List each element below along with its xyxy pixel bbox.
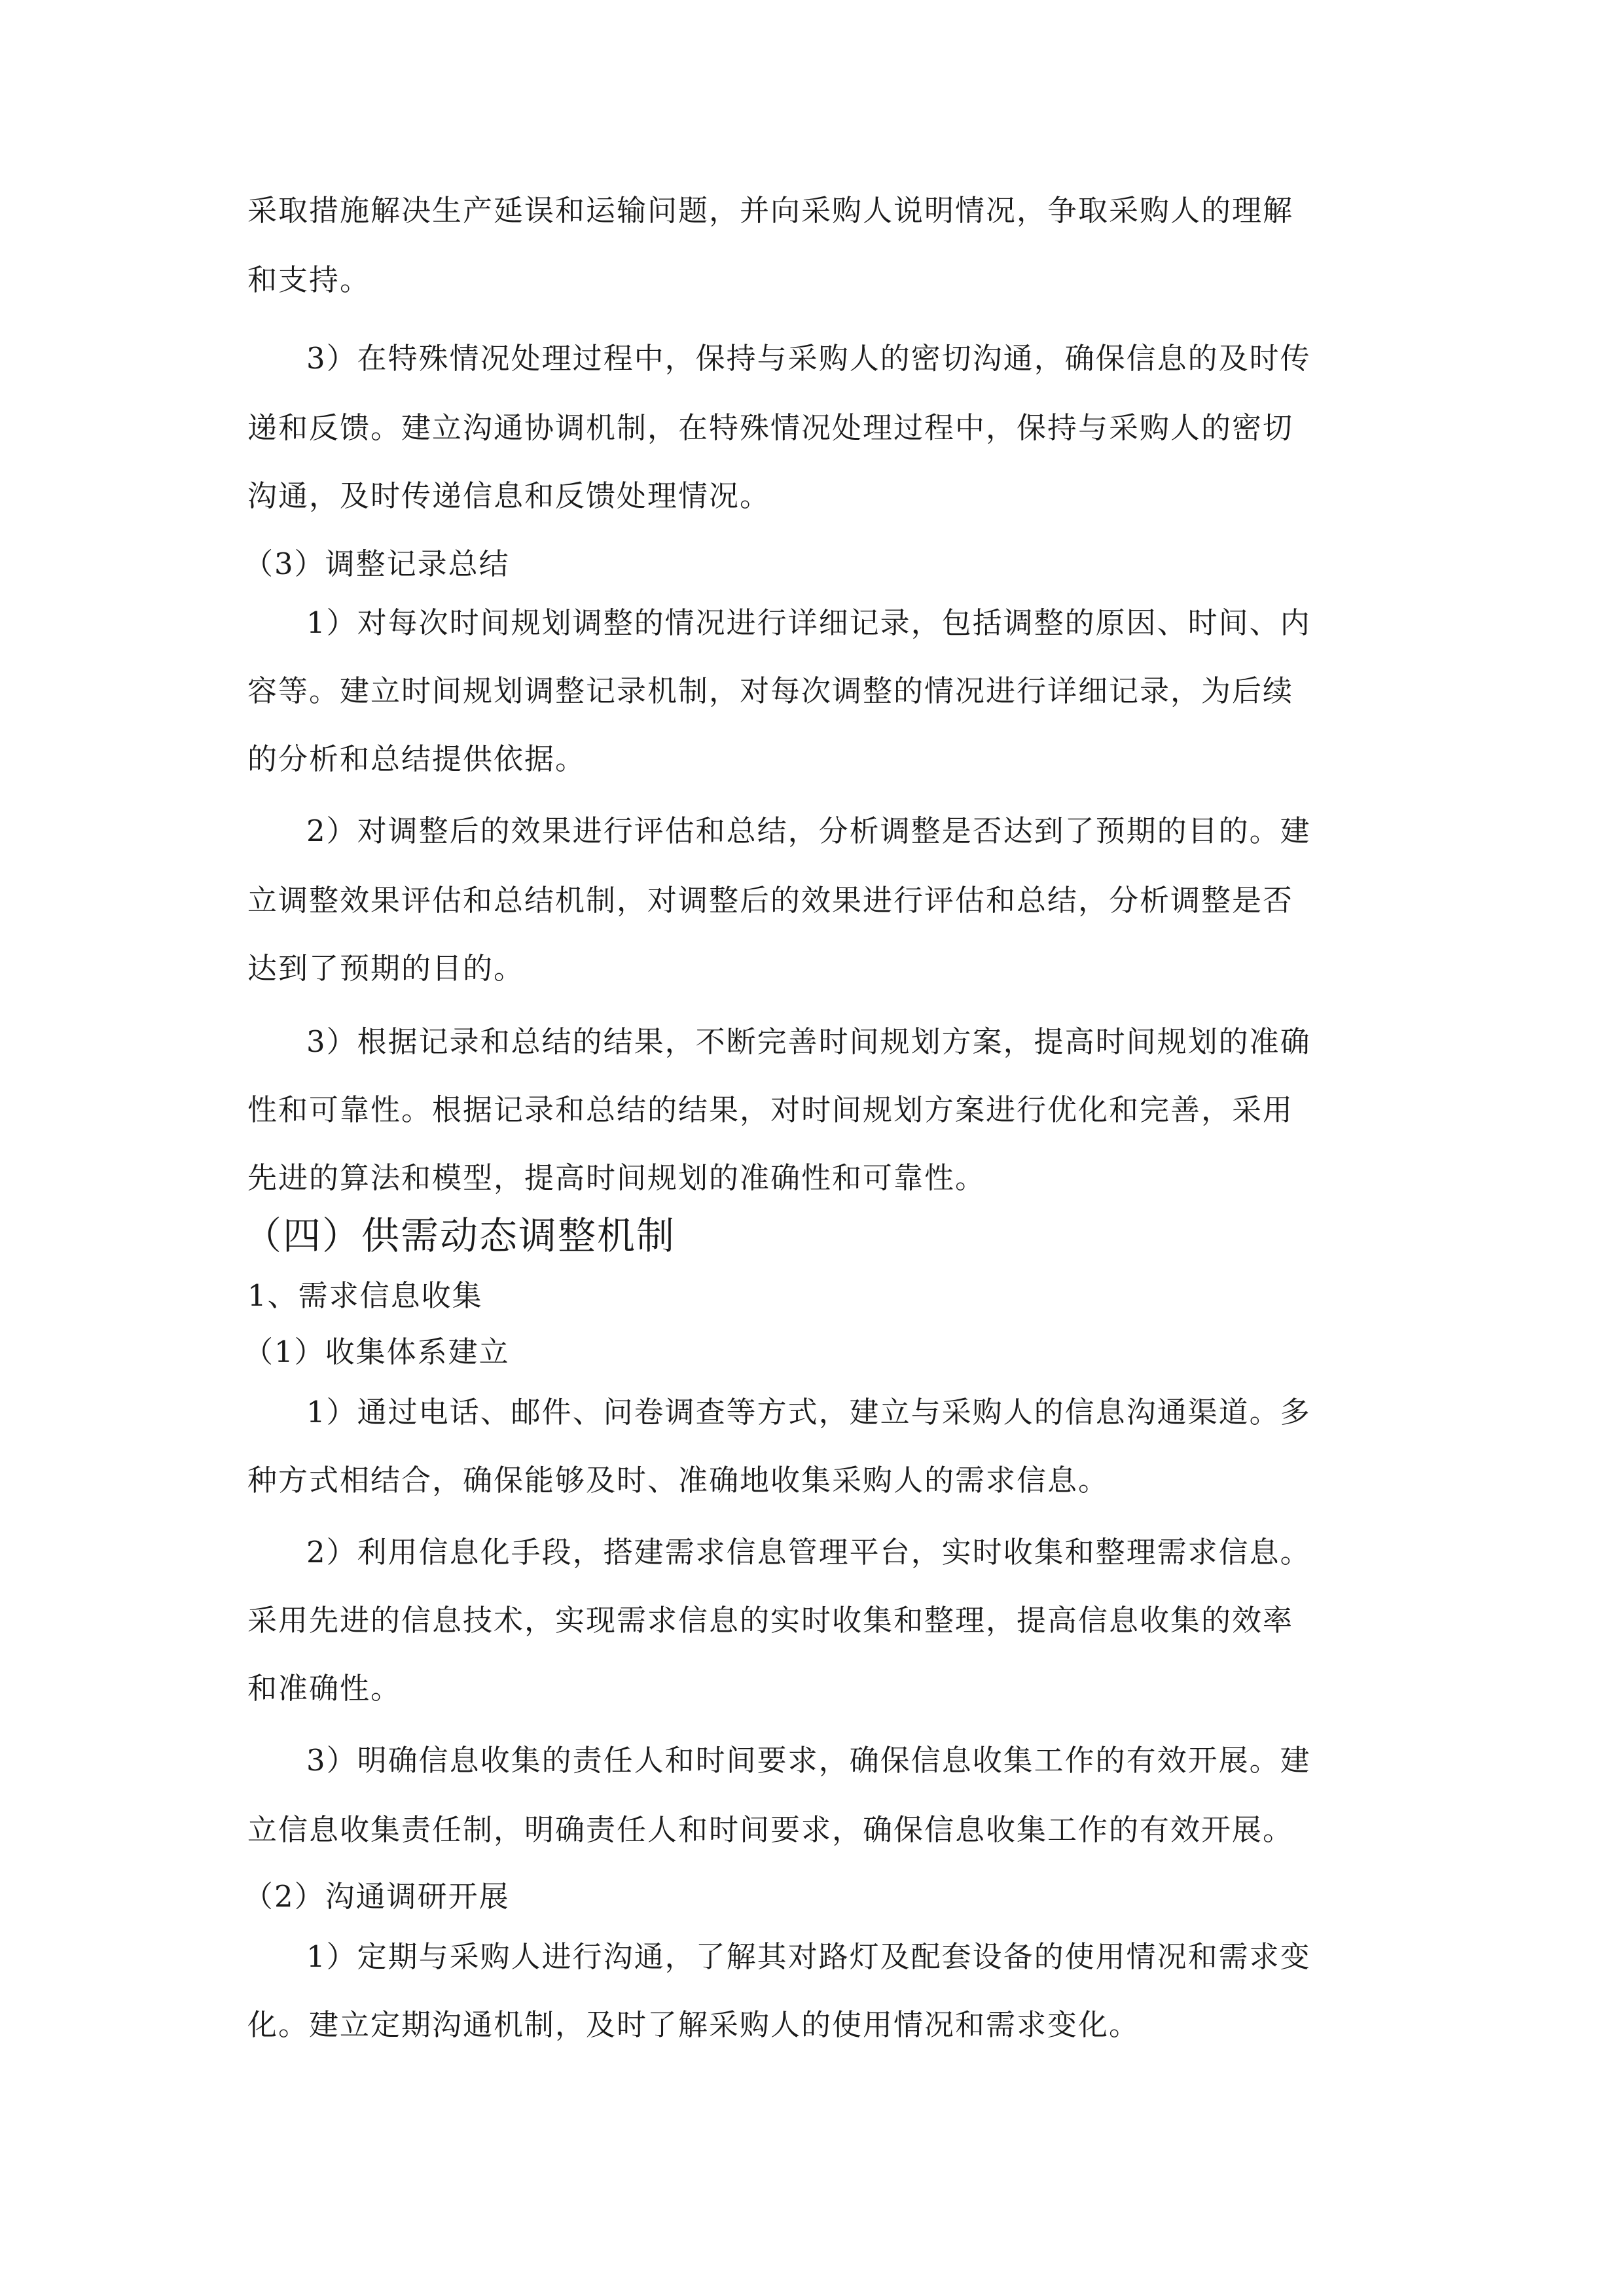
- paragraph-line: 2）对调整后的效果进行评估和总结，分析调整是否达到了预期的目的。建: [306, 814, 1311, 848]
- paragraph-line: 2）利用信息化手段，搭建需求信息管理平台，实时收集和整理需求信息。: [306, 1535, 1311, 1570]
- paragraph-line: 递和反馈。建立沟通协调机制，在特殊情况处理过程中，保持与采购人的密切: [247, 410, 1294, 445]
- paragraph-line: 1）对每次时间规划调整的情况进行详细记录，包括调整的原因、时间、内: [306, 605, 1311, 640]
- paragraph-line: 和支持。: [247, 262, 371, 297]
- paragraph-line: 3）在特殊情况处理过程中，保持与采购人的密切沟通，确保信息的及时传: [306, 341, 1311, 376]
- paragraph-line: 沟通，及时传递信息和反馈处理情况。: [247, 478, 771, 513]
- paragraph-line: 的分析和总结提供依据。: [247, 742, 586, 776]
- paragraph-line: 立信息收集责任制，明确责任人和时间要求，确保信息收集工作的有效开展。: [247, 1812, 1294, 1847]
- paragraph-line: 1）定期与采购人进行沟通，了解其对路灯及配套设备的使用情况和需求变: [306, 1939, 1311, 1974]
- paragraph-line: 达到了预期的目的。: [247, 951, 525, 986]
- subsection-title: （3）调整记录总结: [244, 547, 510, 581]
- section-heading: （四）供需动态调整机制: [244, 1213, 676, 1258]
- paragraph-line: 性和可靠性。根据记录和总结的结果，对时间规划方案进行优化和完善，采用: [247, 1092, 1294, 1127]
- paragraph-line: 和准确性。: [247, 1671, 402, 1706]
- paragraph-line: 先进的算法和模型，提高时间规划的准确性和可靠性。: [247, 1160, 986, 1195]
- paragraph-line: 采用先进的信息技术，实现需求信息的实时收集和整理，提高信息收集的效率: [247, 1603, 1294, 1638]
- paragraph-line: 3）明确信息收集的责任人和时间要求，确保信息收集工作的有效开展。建: [306, 1743, 1311, 1778]
- paragraph-line: 采取措施解决生产延误和运输问题，并向采购人说明情况，争取采购人的理解: [247, 193, 1294, 228]
- subsection-title: （2）沟通调研开展: [244, 1879, 510, 1914]
- paragraph-line: 3）根据记录和总结的结果，不断完善时间规划方案，提高时间规划的准确: [306, 1024, 1311, 1059]
- subsection-title: 1、需求信息收集: [247, 1278, 483, 1313]
- subsection-title: （1）收集体系建立: [244, 1335, 510, 1369]
- paragraph-line: 立调整效果评估和总结机制，对调整后的效果进行评估和总结，分析调整是否: [247, 883, 1294, 918]
- paragraph-line: 容等。建立时间规划调整记录机制，对每次调整的情况进行详细记录，为后续: [247, 673, 1294, 708]
- paragraph-line: 化。建立定期沟通机制，及时了解采购人的使用情况和需求变化。: [247, 2007, 1140, 2042]
- paragraph-line: 1）通过电话、邮件、问卷调查等方式，建立与采购人的信息沟通渠道。多: [306, 1395, 1311, 1429]
- paragraph-line: 种方式相结合，确保能够及时、准确地收集采购人的需求信息。: [247, 1463, 1110, 1498]
